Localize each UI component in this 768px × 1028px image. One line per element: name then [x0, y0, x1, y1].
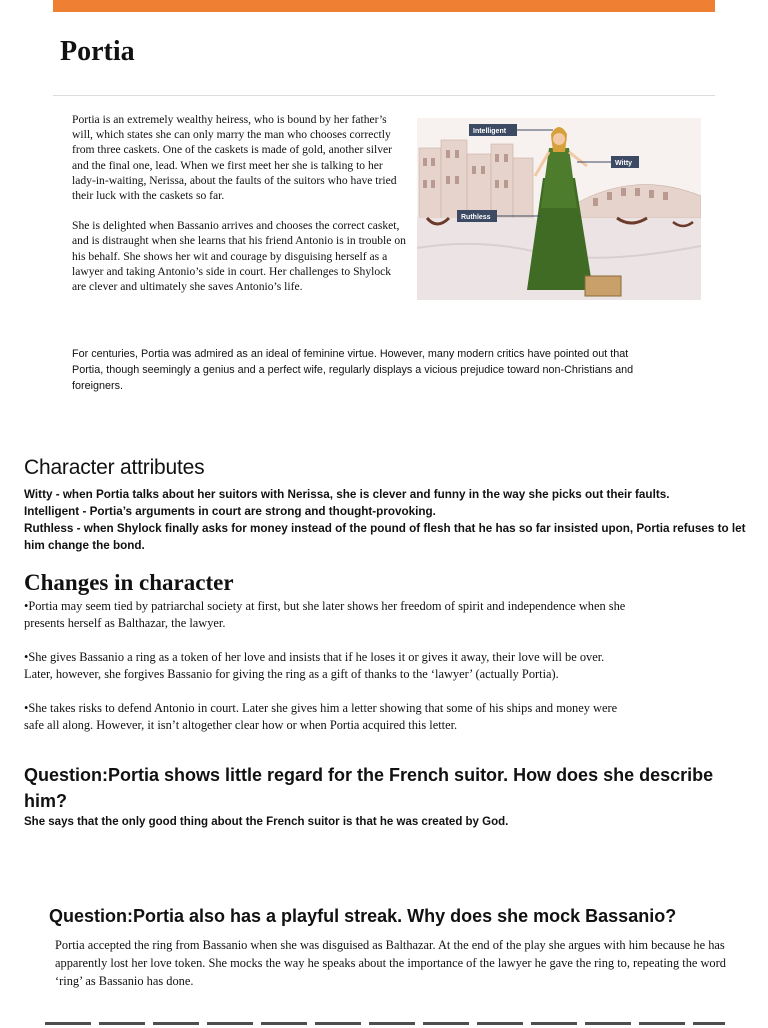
portia-illustration	[417, 118, 701, 300]
critics-paragraph: For centuries, Portia was admired as an ideal of feminine virtue. However, many modern critics have pointed out that Portia, though seemingly a genius and a perfect wife, regularly displays a vicious prejudice toward non-Christians and foreigners.	[72, 348, 634, 392]
page-title: Portia	[60, 36, 135, 67]
change-item-2: •She gives Bassanio a ring as a token of her love and insists that if he loses it or gives it away, their love will be over. Later, however, she forgives Bassanio for giving the ring as a gift of thanks to the ‘lawyer’ (actually Portia).	[24, 650, 605, 681]
changes-list	[24, 598, 634, 751]
change-item-3: •She takes risks to defend Antonio in court. Later she gives him a letter showing that some of his ships and money were safe all along. However, it isn’t altogether clear how or when Portia acquired this letter.	[24, 701, 618, 732]
changes-heading: Changes in character	[24, 570, 234, 595]
attributes-list	[24, 486, 754, 554]
answer-1: She says that the only good thing about the French suitor is that he was created by God.	[24, 816, 509, 828]
header-accent-bar	[53, 0, 715, 12]
answer-2: Portia accepted the ring from Bassanio when she was disguised as Balthazar. At the end of the play she argues with him because he has apparently lost her love token. She mocks the way he speaks about the importance of the lawyer he gave the ring to, repeating the word ‘ring’ as Bassanio has done.	[55, 938, 726, 988]
attributes-heading: Character attributes	[24, 456, 205, 479]
title-divider	[53, 95, 715, 96]
label-witty: Witty	[615, 160, 633, 167]
attribute-intelligent: Intelligent - Portia’s arguments in court are strong and thought-provoking.	[24, 505, 436, 518]
attribute-witty: Witty - when Portia talks about her suitors with Nerissa, she is clever and funny in the way she picks out their faults.	[24, 488, 670, 501]
label-ruthless: Ruthless	[461, 214, 491, 221]
label-intelligent: Intelligent	[473, 128, 507, 135]
intro-paragraph-1: Portia is an extremely wealthy heiress, who is bound by her father’s will, which states she can only marry the man who chooses correctly from three caskets. One of the caskets is made of gold, another silver and the final one, lead. When we first meet her she is talking to her lady-in-waiting, Nerissa, about the faults of the suitors who have tried their luck with the caskets so far.	[72, 113, 397, 203]
attribute-ruthless: Ruthless - when Shylock finally asks for money instead of the pound of flesh that he has so far insisted upon, Portia refuses to let him change the bond.	[24, 522, 746, 552]
cut-off-text-line	[45, 1014, 725, 1028]
intro-text	[72, 112, 406, 309]
question-1: Question:Portia shows little regard for the French suitor. How does she describe him?	[24, 765, 714, 811]
question-2: Question:Portia also has a playful streak. Why does she mock Bassanio?	[49, 906, 677, 926]
intro-paragraph-2: She is delighted when Bassanio arrives and chooses the correct casket, and is distraught when she learns that his friend Antonio is in trouble on his behalf. She shows her wit and courage by disguising herself as a lawyer and taking Antonio’s side in court. Her challenges to Shylock are clever and ultimately she saves Antonio’s life.	[72, 219, 406, 294]
change-item-1: •Portia may seem tied by patriarchal society at first, but she later shows her freedom of spirit and independence when she presents herself as Balthazar, the lawyer.	[24, 599, 626, 630]
